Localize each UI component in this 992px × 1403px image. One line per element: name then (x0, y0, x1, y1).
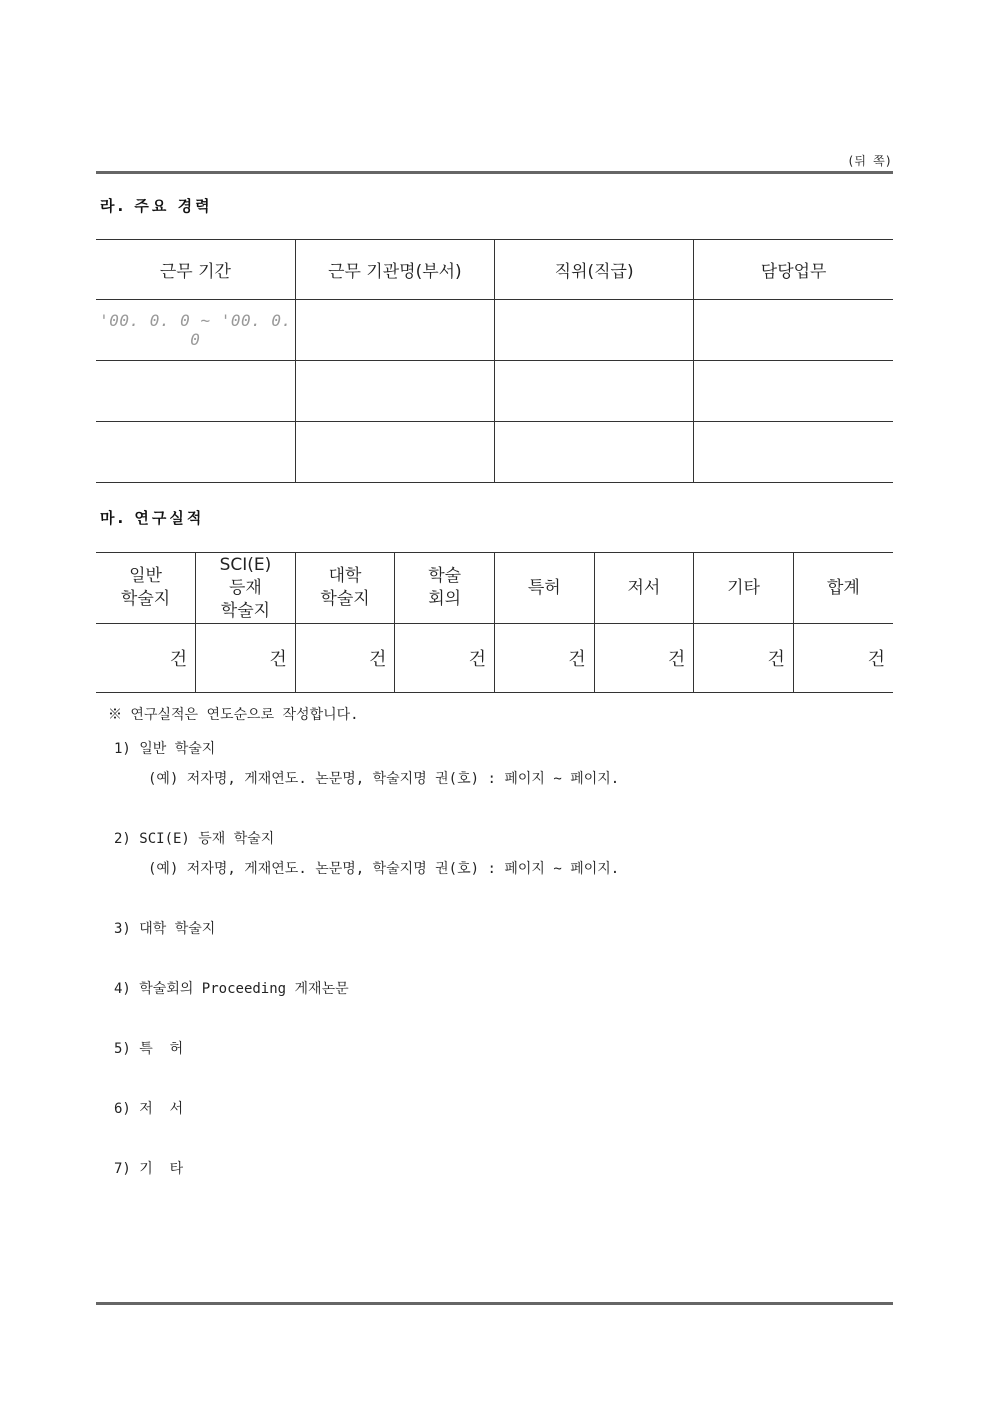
header-line: SCI(E) (219, 554, 272, 575)
header-university-journal (295, 553, 395, 624)
duties-cell[interactable] (694, 300, 893, 361)
section-title-career: 라. 주요 경력 (100, 197, 213, 215)
period-placeholder: '00. 0. 0 ~ '00. 0. 0 (99, 311, 292, 349)
career-row (96, 300, 893, 361)
note-item-general-journal: 1) 일반 학술지 (114, 741, 216, 757)
organization-cell[interactable] (295, 300, 494, 361)
header-patent: 특허 (495, 553, 595, 624)
count-conference[interactable]: 건 (395, 624, 495, 693)
period-cell[interactable] (96, 361, 295, 422)
position-cell[interactable] (495, 300, 694, 361)
header-line: 학술지 (220, 600, 271, 621)
section-title-research: 마. 연구실적 (100, 509, 205, 527)
organization-cell[interactable] (295, 422, 494, 483)
organization-cell[interactable] (295, 361, 494, 422)
note-item-university-journal: 3) 대학 학술지 (114, 921, 216, 937)
header-conference (395, 553, 495, 624)
period-cell[interactable] (96, 300, 295, 361)
duties-cell[interactable] (694, 361, 893, 422)
count-book[interactable]: 건 (594, 624, 694, 693)
note-example-sci-journal: (예) 저자명, 게재연도. 논문명, 학술지명 권(호) : 페이지 ~ 페이지. (148, 861, 620, 877)
count-sci-journal[interactable]: 건 (196, 624, 296, 693)
position-cell[interactable] (495, 422, 694, 483)
header-other: 기타 (694, 553, 794, 624)
header-duties: 담당업무 (694, 240, 893, 300)
header-line: 학술지 (120, 589, 171, 609)
career-header-row (96, 240, 893, 300)
note-example-general-journal: (예) 저자명, 게재연도. 논문명, 학술지명 권(호) : 페이지 ~ 페이지. (148, 771, 620, 787)
research-table (96, 552, 893, 693)
header-line: 대학 (328, 566, 362, 586)
header-line: 회의 (428, 589, 462, 609)
header-line: 일반 (129, 566, 162, 586)
header-organization: 근무 기관명(부서) (295, 240, 494, 300)
count-university-journal[interactable]: 건 (295, 624, 395, 693)
note-item-other: 7) 기 타 (114, 1161, 184, 1177)
research-count-row (96, 624, 893, 693)
count-total[interactable]: 건 (793, 624, 893, 693)
duties-cell[interactable] (694, 422, 893, 483)
note-item-conference: 4) 학술회의 Proceeding 게재논문 (114, 981, 349, 997)
header-book: 저서 (594, 553, 694, 624)
note-item-patent: 5) 특 허 (114, 1041, 184, 1057)
header-period: 근무 기간 (96, 240, 295, 300)
notes-intro: ※ 연구실적은 연도순으로 작성합니다. (108, 707, 359, 723)
count-general-journal[interactable]: 건 (96, 624, 196, 693)
career-row (96, 422, 893, 483)
header-line: 학술 (428, 566, 462, 586)
career-row (96, 361, 893, 422)
header-sci-journal (196, 553, 296, 624)
header-line: 학술지 (320, 589, 370, 609)
header-position: 직위(직급) (495, 240, 694, 300)
count-other[interactable]: 건 (694, 624, 794, 693)
period-cell[interactable] (96, 422, 295, 483)
header-line: 등재 (229, 577, 262, 598)
header-general-journal (96, 553, 196, 624)
page-side-label: (뒤 쪽) (847, 154, 892, 168)
bottom-rule (96, 1302, 893, 1305)
position-cell[interactable] (495, 361, 694, 422)
header-total: 합계 (793, 553, 893, 624)
top-rule (96, 171, 893, 174)
career-table (96, 239, 893, 483)
note-item-book: 6) 저 서 (114, 1101, 184, 1117)
count-patent[interactable]: 건 (495, 624, 595, 693)
note-item-sci-journal: 2) SCI(E) 등재 학술지 (114, 831, 275, 847)
research-header-row (96, 553, 893, 624)
